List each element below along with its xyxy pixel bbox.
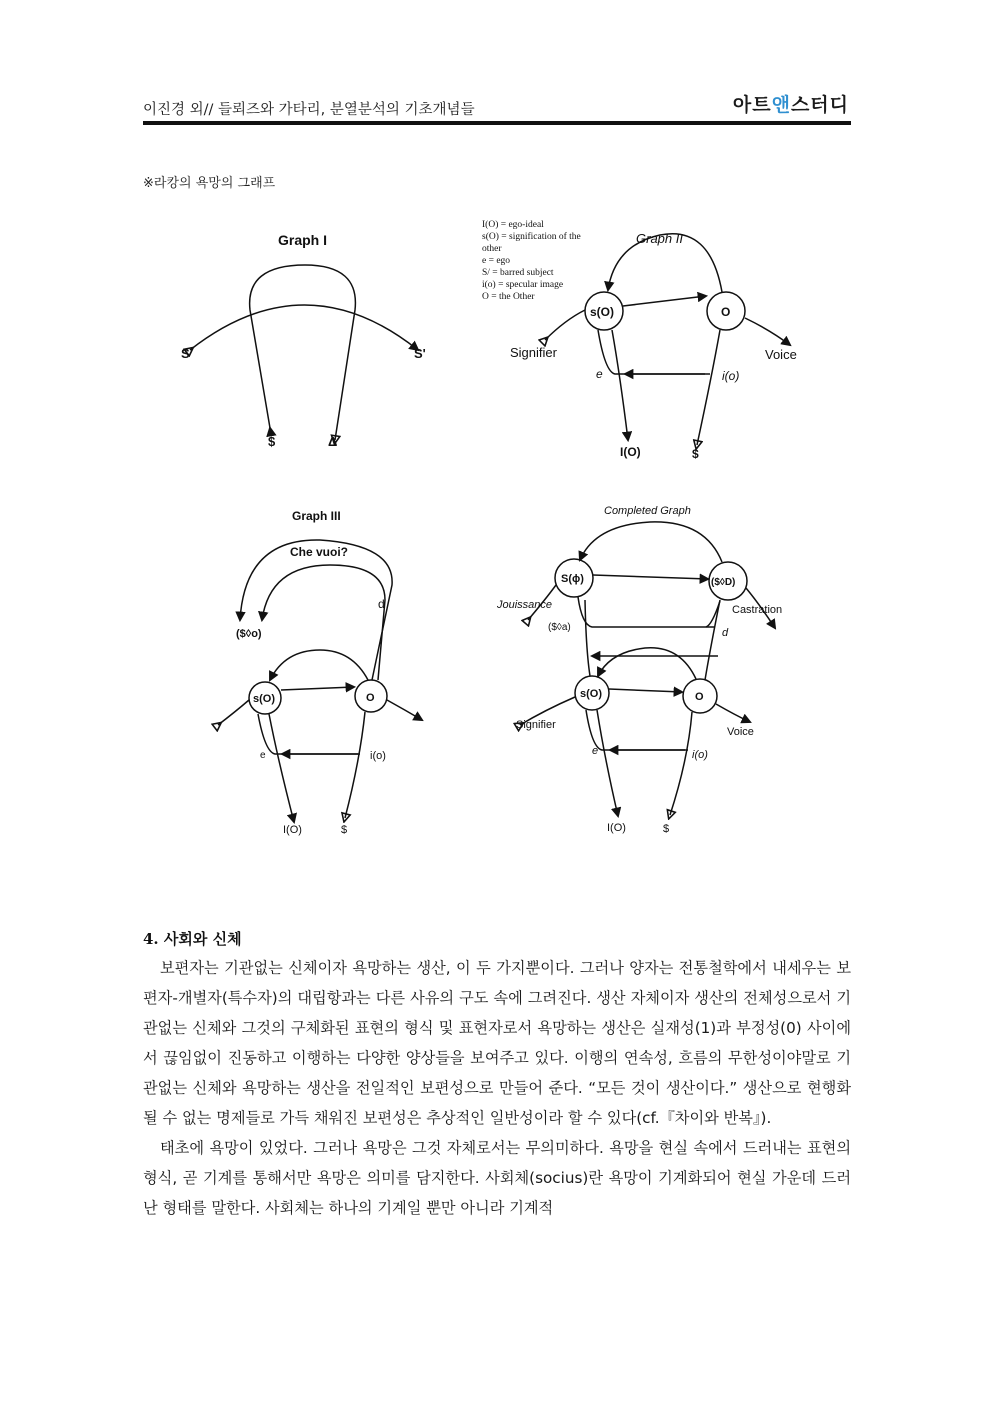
- paragraph: 보편자는 기관없는 신체이자 욕망하는 생산, 이 두 가지뿐이다. 그러나 양자는 전통철학에서 내세우는 보편자-개별자(특수자)의 대립항과는 다른 사유의 구도 속에 그려진다. 생산 자체이자 생산의 전체성으로서 기관없는 신체와 그것의 구체화된 표현의 형식 및 표현자로서 욕망하는 생산은 실재성(1)과 부정성(0) 사이에서 끊임없이 진동하고 이행하는 다양한 양상들을 보여주고 있다. 이행의 연속성, 흐름의 무한성이야말로 기관없는 신체와 욕망하는 생산을 전일적인 보편성으로 만들어 준다. “모든 것이 생산이다.” 생산으로 현행화될 수 없는 명제들로 가득 채워진 보편성은 추상적인 일반성이라 할 수 있다(cf.『차이와 반복』).: [143, 959, 851, 1127]
- graph4-node-top-left: S(ϕ): [561, 573, 584, 585]
- legend-line: e = ego: [482, 256, 511, 266]
- graph3-e: e: [260, 750, 266, 761]
- paragraph: 태초에 욕망이 있었다. 그러나 욕망은 그것 자체로서는 무의미하다. 욕망을 현실 속에서 드러내는 표현의 형식, 곧 기계를 통해서만 욕망은 의미를 담지한다. 사회체(socius)란 욕망이 기계화되어 현실 가운데 드러난 형태를 말한다. 사회체는 하나의 기계일 뿐만 아니라 기계적: [143, 1139, 851, 1217]
- legend-line: S/ = barred subject: [482, 268, 554, 278]
- graph1-s-left: S: [181, 346, 190, 361]
- graph3-node-right: O: [366, 692, 375, 704]
- graph3-sdo: ($◊o): [236, 628, 262, 640]
- graph2-io: i(o): [722, 369, 740, 383]
- graph4-node-right: O: [695, 691, 704, 703]
- graph3-bottom-right: $: [341, 824, 348, 836]
- graph2-voice: Voice: [765, 347, 797, 362]
- graph4-node-top-right: ($◊D): [711, 577, 736, 588]
- graph2-node-left: s(O): [590, 305, 614, 319]
- graph4-io: i(o): [692, 749, 708, 761]
- graph-3: [218, 540, 422, 822]
- graph4-bottom-right: $: [663, 823, 670, 835]
- graph4-voice: Voice: [727, 726, 754, 738]
- graph1-title: Graph I: [278, 232, 328, 248]
- graph4-bottom-left: I(O): [607, 822, 626, 834]
- graph-complete: [520, 522, 775, 816]
- graph-1: [190, 265, 418, 440]
- graph4-sdo: ($◊a): [548, 622, 571, 633]
- graph2-bottom-left: I(O): [620, 445, 641, 459]
- graph3-d: d: [378, 597, 385, 611]
- legend-line: O = the Other: [482, 292, 535, 302]
- graph3-bottom-left: I(O): [283, 824, 302, 836]
- figure-caption: ※라캉의 욕망의 그래프: [143, 176, 276, 191]
- graph2-node-right: O: [721, 305, 731, 319]
- graph2-signifier: Signifier: [510, 345, 557, 360]
- brand-prefix: 아트: [732, 94, 772, 116]
- brand-suffix: 스터디: [790, 94, 849, 116]
- graph1-s-right: S': [414, 346, 426, 361]
- graph4-e: e: [592, 745, 599, 757]
- graph3-io: i(o): [370, 750, 386, 762]
- graph4-title: Completed Graph: [604, 505, 691, 517]
- graph4-jouissance: Jouissance: [497, 599, 553, 611]
- legend-line: I(O) = ego-ideal: [482, 220, 544, 230]
- graph2-legend: [482, 219, 581, 302]
- graph2-title: Graph II: [636, 231, 683, 246]
- graph1-bottom-right: Δ: [328, 434, 338, 449]
- graph4-castration: Castration: [732, 604, 783, 616]
- graph3-node-left: s(O): [253, 693, 275, 705]
- body-text: [143, 953, 851, 1223]
- graph4-node-left: s(O): [580, 688, 602, 700]
- graph1-bottom-left: $: [268, 434, 276, 449]
- legend-line: other: [482, 244, 502, 254]
- graph3-title: Graph III: [292, 509, 341, 523]
- legend-line: s(O) = signification of the: [482, 232, 581, 242]
- section-heading: 4. 사회와 신체: [143, 930, 242, 948]
- graph2-e: e: [596, 367, 603, 381]
- graph4-signifier: Signifier: [516, 719, 556, 731]
- graph2-bottom-right: $: [692, 447, 699, 461]
- graph4-d: d: [722, 627, 729, 639]
- brand-accent: 앤: [771, 94, 791, 116]
- graph3-che-vuoi: Che vuoi?: [290, 545, 349, 559]
- legend-line: i(o) = specular image: [482, 280, 564, 290]
- graph-2: [545, 234, 790, 445]
- header-title: 이진경 외// 들뢰즈와 가타리, 분열분석의 기초개념들: [143, 102, 475, 118]
